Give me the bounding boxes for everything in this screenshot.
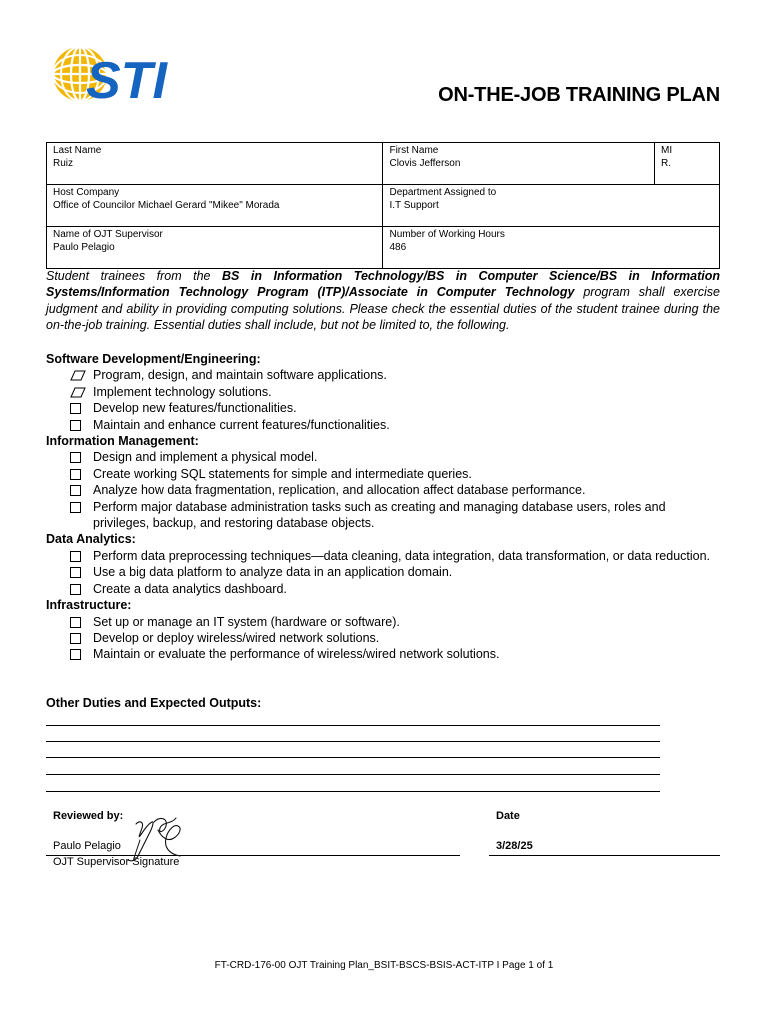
reviewed-by-label: Reviewed by: <box>53 810 124 822</box>
duty-category-heading: Information Management: <box>46 434 199 449</box>
sti-logo-graphic <box>50 40 190 106</box>
middle-initial-cell <box>655 143 720 185</box>
duty-checkbox[interactable] <box>70 452 81 463</box>
supervisor-value: Paulo Pelagio <box>53 242 115 253</box>
duty-text: Use a big data platform to analyze data in an application domain. <box>93 565 453 580</box>
duty-checkbox[interactable] <box>70 403 81 414</box>
duty-text: Create working SQL statements for simple and intermediate queries. <box>93 466 472 481</box>
duties-checklist <box>46 351 720 663</box>
duty-checkbox[interactable] <box>70 469 81 480</box>
intro-programs: BS in Information Technology/BS in Computer Science/BS in Information Systems/Information Technology Program (ITP)/Associate in Computer Technology <box>46 269 720 300</box>
duty-text: Maintain or evaluate the performance of wireless/wired network solutions. <box>93 647 500 662</box>
duty-item <box>46 581 720 597</box>
duty-checkbox[interactable] <box>70 502 81 513</box>
duty-item <box>46 614 720 630</box>
department-cell <box>383 185 720 227</box>
table-row <box>47 143 720 185</box>
supervisor-label: Name of OJT Supervisor <box>53 229 163 240</box>
duty-text: Develop new features/functionalities. <box>93 401 297 416</box>
page-footer: FT-CRD-176-00 OJT Training Plan_BSIT-BSCS-BSIS-ACT-ITP I Page 1 of 1 <box>214 960 554 971</box>
duty-item <box>46 564 720 580</box>
host-company-value: Office of Councilor Michael Gerard "Mikee" Morada <box>53 200 280 211</box>
date-line <box>489 855 720 856</box>
reviewer-name: Paulo Pelagio <box>53 840 121 852</box>
duty-item <box>46 367 720 383</box>
duty-text: Program, design, and maintain software applications. <box>93 368 387 383</box>
handwritten-signature <box>118 812 190 864</box>
last-name-value: Ruiz <box>53 158 74 169</box>
duty-checkbox[interactable] <box>70 420 81 431</box>
supervisor-cell <box>47 227 383 269</box>
duty-checkbox[interactable] <box>70 633 81 644</box>
duty-category-heading: Data Analytics: <box>46 532 136 547</box>
last-name-cell <box>47 143 383 185</box>
middle-initial-label: MI <box>661 145 673 156</box>
duty-item <box>46 499 720 532</box>
duty-category-heading: Software Development/Engineering: <box>46 352 261 366</box>
document-title: ON-THE-JOB TRAINING PLAN <box>438 84 720 106</box>
sti-logo <box>50 40 190 106</box>
duty-item <box>46 466 720 482</box>
table-row <box>47 185 720 227</box>
duty-text: Analyze how data fragmentation, replication, and allocation affect database performance. <box>93 483 586 498</box>
duty-item <box>46 646 720 662</box>
date-label: Date <box>496 810 520 822</box>
duty-item <box>46 400 720 416</box>
duty-category-heading: Infrastructure: <box>46 598 132 613</box>
duty-text: Implement technology solutions. <box>93 384 272 399</box>
duty-item <box>46 548 720 564</box>
duty-checkbox[interactable] <box>70 584 81 595</box>
duty-text: Set up or manage an IT system (hardware or software). <box>93 614 400 629</box>
duty-checkbox[interactable] <box>70 617 81 628</box>
working-hours-label: Number of Working Hours <box>389 229 505 240</box>
duty-item <box>46 482 720 498</box>
checked-checkbox[interactable] <box>70 387 81 396</box>
table-row <box>47 227 720 269</box>
duty-item <box>46 449 720 465</box>
duty-checkbox[interactable] <box>70 551 81 562</box>
duty-checkbox[interactable] <box>70 485 81 496</box>
duty-item <box>46 417 720 433</box>
date-value: 3/28/25 <box>496 840 533 852</box>
check-mark-icon <box>70 370 86 381</box>
department-value: I.T Support <box>389 200 439 211</box>
duty-item <box>46 630 720 646</box>
trainee-info-table <box>46 142 720 269</box>
middle-initial-value: R. <box>661 158 672 169</box>
other-duties-line[interactable] <box>46 741 660 742</box>
working-hours-cell <box>383 227 720 269</box>
duty-item <box>46 384 720 400</box>
first-name-label: First Name <box>389 145 439 156</box>
duty-text: Design and implement a physical model. <box>93 450 318 465</box>
first-name-value: Clovis Jefferson <box>389 158 461 169</box>
duty-text: Create a data analytics dashboard. <box>93 581 287 596</box>
host-company-label: Host Company <box>53 187 120 198</box>
logo-text: STI <box>86 52 167 106</box>
check-mark-icon <box>70 387 86 398</box>
department-label: Department Assigned to <box>389 187 497 198</box>
other-duties-line[interactable] <box>46 774 660 775</box>
other-duties-heading: Other Duties and Expected Outputs: <box>46 696 262 710</box>
other-duties-line[interactable] <box>46 791 660 792</box>
first-name-cell <box>383 143 655 185</box>
other-duties-line[interactable] <box>46 725 660 726</box>
intro-paragraph <box>46 268 720 334</box>
duty-text: Develop or deploy wireless/wired network solutions. <box>93 630 380 645</box>
working-hours-value: 486 <box>389 242 407 253</box>
duty-checkbox[interactable] <box>70 649 81 660</box>
intro-text-start: Student trainees from the <box>46 269 223 283</box>
other-duties-line[interactable] <box>46 757 660 758</box>
intro-text-end: program shall exercise judgment and ability in providing computing solutions. Please check the essential duties of the student trainee during the on-the-job training. Essential duties shall include, but not be limited to, the following. <box>46 285 720 333</box>
duty-text: Maintain and enhance current features/functionalities. <box>93 417 390 432</box>
host-company-cell <box>47 185 383 227</box>
duty-text: Perform data preprocessing techniques—data cleaning, data integration, data transformation, or data reduction. <box>93 548 711 563</box>
last-name-label: Last Name <box>53 145 102 156</box>
duty-text: Perform major database administration tasks such as creating and managing database users, roles and privileges, backup, and restoring database objects. <box>93 499 666 531</box>
duty-checkbox[interactable] <box>70 567 81 578</box>
checked-checkbox[interactable] <box>70 370 81 379</box>
signature-caption: OJT Supervisor Signature <box>53 856 180 868</box>
